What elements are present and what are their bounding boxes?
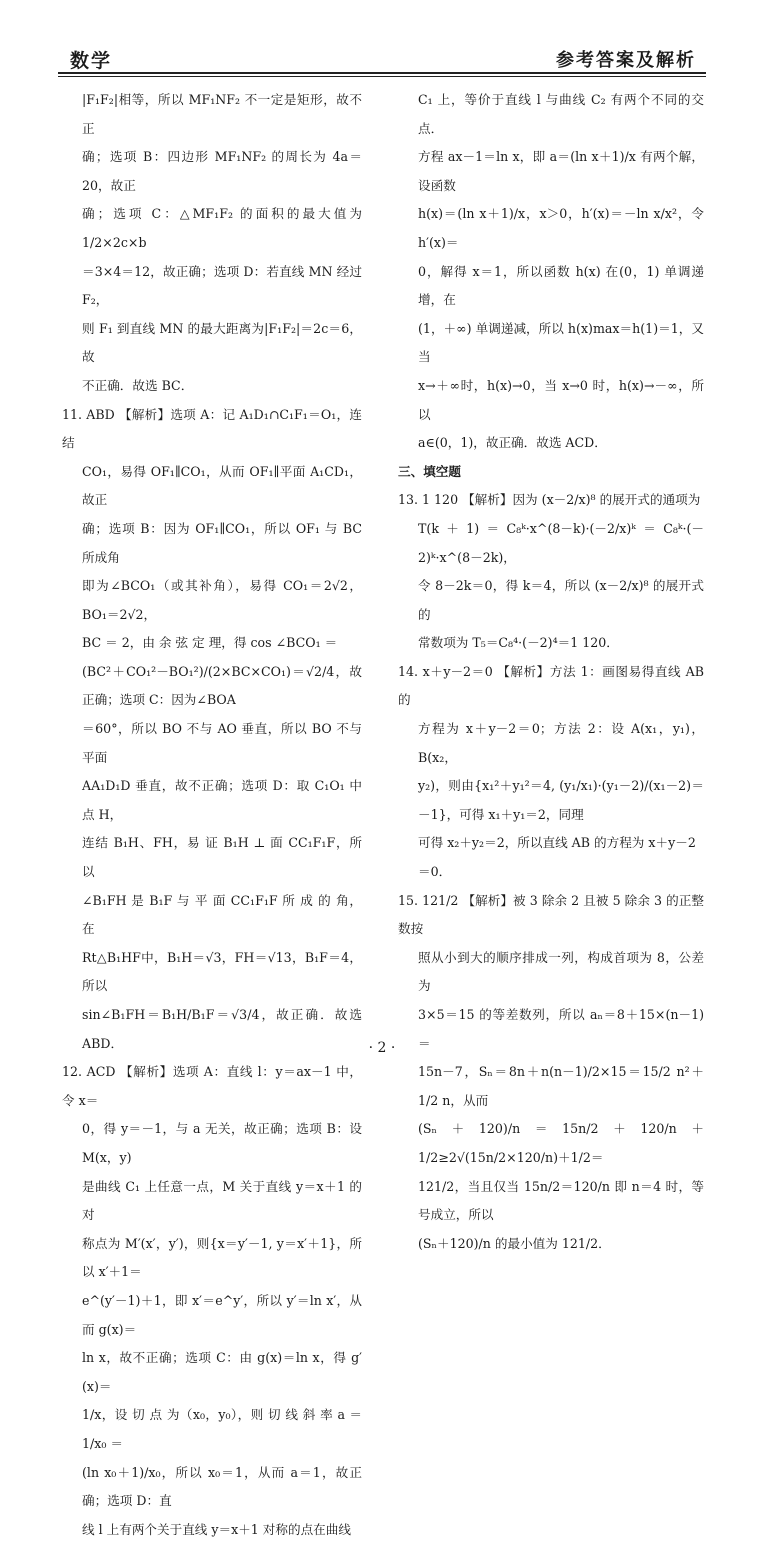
page-header	[58, 38, 706, 72]
text-line: ∠B₁FH 是 B₁F 与 平 面 CC₁F₁F 所 成 的 角，在	[82, 892, 362, 937]
text-line: 方程为 x＋y－2＝0；方法 2：设 A(x₁，y₁)，B(x₂，	[418, 721, 704, 765]
text-line: 0，得 y＝－1，与 a 无关，故正确；选项 B：设 M(x，y)	[82, 1121, 362, 1165]
text-line: 确；选项 B：因为 OF₁∥CO₁，所以 OF₁ 与 BC 所成角	[82, 520, 362, 565]
text-line: (1，＋∞) 单调递减，所以 h(x)max＝h(1)＝1，又当	[418, 320, 704, 365]
text-line: 1/x，设 切 点 为（x₀，y₀），则 切 线 斜 率 a ＝ 1/x₀ ＝	[82, 1407, 362, 1451]
text-line: 3×5＝15 的等差数列，所以 aₙ＝8＋15×(n－1)＝	[418, 1007, 704, 1051]
text-line: h(x)＝(ln x＋1)/x，x＞0，h′(x)＝－ln x/x²，令 h′(x)＝	[418, 206, 704, 250]
text-line: 确；选项 B：四边形 MF₁NF₂ 的周长为 4a＝20，故正	[82, 149, 362, 193]
text-line: 可得 x₂＋y₂＝2，所以直线 AB 的方程为 x＋y－2	[418, 835, 696, 851]
header-rule	[58, 72, 706, 74]
text-line: 是曲线 C₁ 上任意一点，M 关于直线 y＝x＋1 的对	[82, 1178, 362, 1223]
text-line: (ln x₀＋1)/x₀，所以 x₀＝1，从而 a＝1，故正确；选项 D：直	[82, 1464, 362, 1509]
text-line: 121/2，当且仅当 15n/2＝120/n 即 n＝4 时，等号成立，所以	[418, 1178, 704, 1223]
text-line: 不正确．故选 BC．	[82, 377, 194, 393]
text-line: ＝0．	[418, 864, 452, 880]
text-line: y₂)，则由{x₁²＋y₁²＝4, (y₁/x₁)·(y₁－2)/(x₁－2)＝－1}，可得 x₁＋y₁＝2，同理	[418, 778, 704, 822]
text-line: a∈(0，1)，故正确．故选 ACD．	[418, 435, 607, 451]
answer-15-heading: 15. 121/2 【解析】被 3 除余 2 且被 5 除余 3 的正整数按	[398, 892, 704, 937]
page-number: · 2 ·	[368, 1040, 396, 1056]
text-line: 线 l 上有两个关于直线 y＝x＋1 对称的点在曲线	[82, 1521, 351, 1537]
answer-14-heading: 14. x＋y－2＝0 【解析】方法 1：画图易得直线 AB 的	[398, 663, 704, 708]
text-line: C₁ 上，等价于直线 l 与曲线 C₂ 有两个不同的交点．	[418, 92, 704, 136]
text-line: ＝60°，所以 BO 不与 AO 垂直，所以 BO 不与平面	[82, 721, 362, 765]
text-line: 令 8－2k＝0，得 k＝4，所以 (x－2/x)⁸ 的展开式的	[418, 578, 704, 622]
text-line: x→＋∞时，h(x)→0，当 x→0 时，h(x)→－∞，所以	[418, 377, 704, 422]
text-line: (Sₙ＋120)/n＝15n/2＋120/n＋1/2≥2√(15n/2×120/n)＋1/2＝	[418, 1121, 704, 1165]
text-line: ＝3×4＝12，故正确；选项 D：若直线 MN 经过 F₂，	[82, 263, 362, 308]
answer-11-heading: 11. ABD 【解析】选项 A：记 A₁D₁∩C₁F₁＝O₁，连结	[62, 406, 362, 451]
text-line: 连结 B₁H、FH，易 证 B₁H ⊥ 面 CC₁F₁F，所 以	[82, 835, 362, 880]
text-line: BC ＝ 2，由 余 弦 定 理，得 cos ∠BCO₁ ＝	[82, 635, 338, 651]
text-line: ln x，故不正确；选项 C：由 g(x)＝ln x，得 g′(x)＝	[82, 1350, 362, 1394]
text-line: 照从小到大的顺序排成一列，构成首项为 8，公差为	[418, 949, 704, 994]
answer-13-heading: 13. 1 120 【解析】因为 (x－2/x)⁸ 的展开式的通项为	[398, 492, 701, 508]
text-line: 常数项为 T₅＝C₈⁴·(－2)⁴＝1 120．	[418, 635, 619, 651]
text-line: T(k＋1)＝C₈ᵏ·x^(8－k)·(－2/x)ᵏ＝C₈ᵏ·(－2)ᵏ·x^(8－2k)，	[418, 520, 704, 565]
text-line: e^(y′－1)＋1，即 x′＝e^y′，所以 y′＝ln x′，从而 g(x)＝	[82, 1292, 362, 1337]
text-line: (Sₙ＋120)/n 的最小值为 121/2．	[418, 1235, 611, 1251]
text-line: CO₁，易得 OF₁∥CO₁，从而 OF₁∥平面 A₁CD₁，故正	[82, 463, 362, 508]
text-line: sin∠B₁FH＝B₁H/B₁F＝√3/4，故正确．故选 ABD．	[82, 1007, 362, 1051]
text-line: 确；选项 C：△MF₁F₂ 的面积的最大值为 1/2×2c×b	[82, 206, 362, 250]
header-rule-thin	[58, 76, 706, 77]
text-line: Rt△B₁HF中，B₁H＝√3，FH＝√13，B₁F＝4，所以	[82, 949, 362, 994]
text-line: 即为∠BCO₁（或其补角），易得 CO₁＝2√2，BO₁＝2√2，	[82, 578, 362, 622]
subject-label: 数学	[70, 50, 113, 72]
text-line: (BC²＋CO₁²－BO₁²)/(2×BC×CO₁)＝√2/4，故正确；选项 C：因为∠BOA	[82, 663, 362, 708]
book-title: 参考答案及解析	[556, 50, 696, 71]
section-heading-fill-in: 三、填空题	[398, 463, 461, 479]
text-line: 15n－7，Sₙ＝8n＋n(n－1)/2×15＝15/2 n²＋1/2 n，从而	[418, 1064, 704, 1108]
text-line: 方程 ax－1＝ln x，即 a＝(ln x＋1)/x 有两个解，设函数	[418, 149, 704, 193]
text-line: AA₁D₁D 垂直，故不正确；选项 D：取 C₁O₁ 中点 H，	[82, 778, 362, 822]
text-line: 则 F₁ 到直线 MN 的最大距离为|F₁F₂|＝2c＝6，故	[82, 320, 362, 365]
answer-12-heading: 12. ACD 【解析】选项 A：直线 l：y＝ax－1 中，令 x＝	[62, 1064, 362, 1108]
right-column	[398, 86, 704, 1258]
text-line: 称点为 M′(x′，y′)，则{x＝y′－1, y＝x′＋1}，所以 x′＋1＝	[82, 1235, 362, 1280]
text-line: |F₁F₂|相等，所以 MF₁NF₂ 不一定是矩形，故不正	[82, 92, 362, 136]
left-column	[62, 86, 362, 1544]
text-line: 0，解得 x＝1，所以函数 h(x) 在(0，1) 单调递增，在	[418, 263, 704, 308]
